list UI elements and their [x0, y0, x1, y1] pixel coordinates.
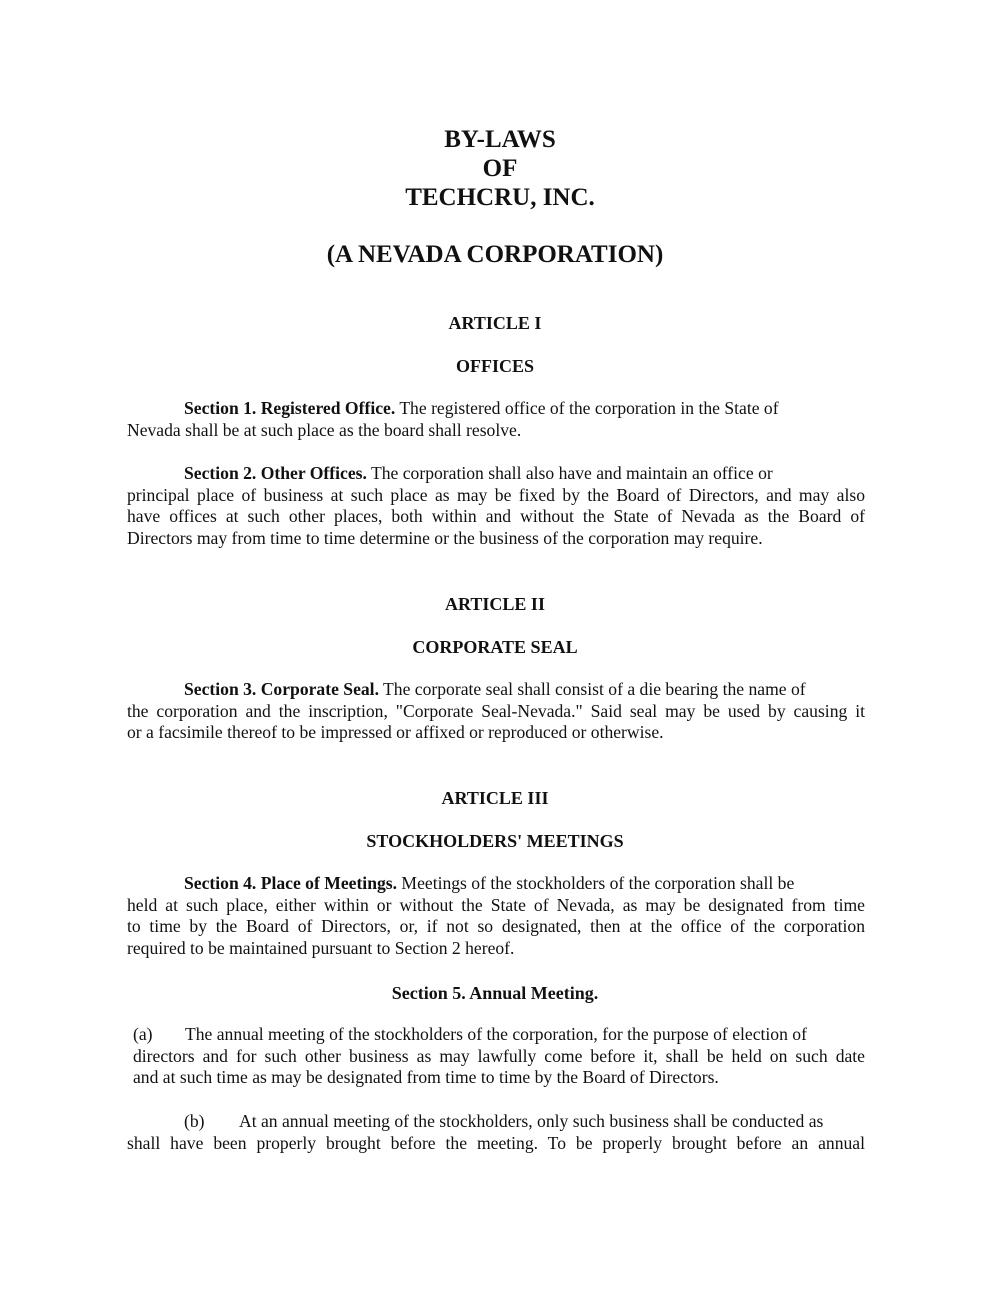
section-2-line-1: Section 2. Other Offices. The corporation shall also have and maintain an office or [184, 463, 773, 483]
article-1-heading: ARTICLE I [448, 313, 542, 333]
section-5a-label: (a) [133, 1024, 153, 1044]
section-4-paragraph [127, 873, 865, 960]
section-5a-line-3: and at such time as may be designated from time to time by the Board of Directors. [133, 1067, 719, 1088]
section-1-paragraph [127, 398, 865, 441]
section-5b-line-2: shall have been properly brought before the meeting. To be properly brought before an annual [127, 1132, 865, 1153]
section-1-line-1: Section 1. Registered Office. The registered office of the corporation in the State of [184, 398, 779, 418]
section-5b-label: (b) [184, 1111, 205, 1131]
section-2-line-2: principal place of business at such place as may be fixed by the Board of Directors, and may also [127, 484, 865, 505]
doc-subtitle: (A NEVADA CORPORATION) [326, 241, 664, 268]
section-2-line-4: Directors may from time to time determine or the business of the corporation may require. [127, 528, 763, 549]
doc-title-line1: BY-LAWS [444, 126, 556, 153]
section-3-label: Section 3. Corporate Seal. [184, 679, 379, 699]
section-5b-paragraph [127, 1111, 865, 1154]
article-1-subheading: OFFICES [455, 356, 534, 376]
section-5-heading: Section 5. Annual Meeting. [391, 983, 599, 1003]
section-3-paragraph [127, 679, 865, 744]
doc-title-line3: TECHCRU, INC. [405, 184, 595, 211]
section-5b-line-1: (b) At an annual meeting of the stockholders, only such business shall be conducted as [184, 1111, 824, 1131]
section-5a-line-2: directors and for such other business as may lawfully come before it, shall be held on such date [133, 1045, 865, 1066]
section-4-line-2: held at such place, either within or without the State of Nevada, as may be designated from time [127, 894, 865, 915]
section-2-paragraph [127, 463, 865, 550]
section-1-label: Section 1. Registered Office. [184, 398, 396, 418]
section-5a-paragraph [133, 1024, 865, 1089]
section-3-line-2: the corporation and the inscription, "Corporate Seal-Nevada." Said seal may be used by causing it [127, 700, 865, 721]
section-4-line-3: to time by the Board of Directors, or, if not so designated, then at the office of the corporation [127, 916, 865, 937]
section-4-label: Section 4. Place of Meetings. [184, 873, 398, 893]
section-4-line-1: Section 4. Place of Meetings. Meetings of the stockholders of the corporation shall be [184, 873, 795, 893]
section-4-line-4: required to be maintained pursuant to Section 2 hereof. [127, 938, 515, 959]
section-3-line-1: Section 3. Corporate Seal. The corporate seal shall consist of a die bearing the name of [184, 679, 806, 699]
section-5a-line-1: (a) The annual meeting of the stockholders of the corporation, for the purpose of election of [133, 1024, 807, 1044]
section-2-line-3: have offices at such other places, both within and without the State of Nevada as the Board of [127, 506, 865, 527]
article-2-subheading: CORPORATE SEAL [412, 637, 578, 657]
section-2-label: Section 2. Other Offices. [184, 463, 367, 483]
section-1-line-2: Nevada shall be at such place as the board shall resolve. [127, 419, 522, 440]
doc-title-line2: OF [482, 155, 518, 182]
article-2-heading: ARTICLE II [445, 594, 545, 614]
article-3-subheading: STOCKHOLDERS' MEETINGS [366, 831, 624, 851]
section-3-line-3: or a facsimile thereof to be impressed or affixed or reproduced or otherwise. [127, 722, 664, 743]
article-3-heading: ARTICLE III [441, 788, 549, 808]
